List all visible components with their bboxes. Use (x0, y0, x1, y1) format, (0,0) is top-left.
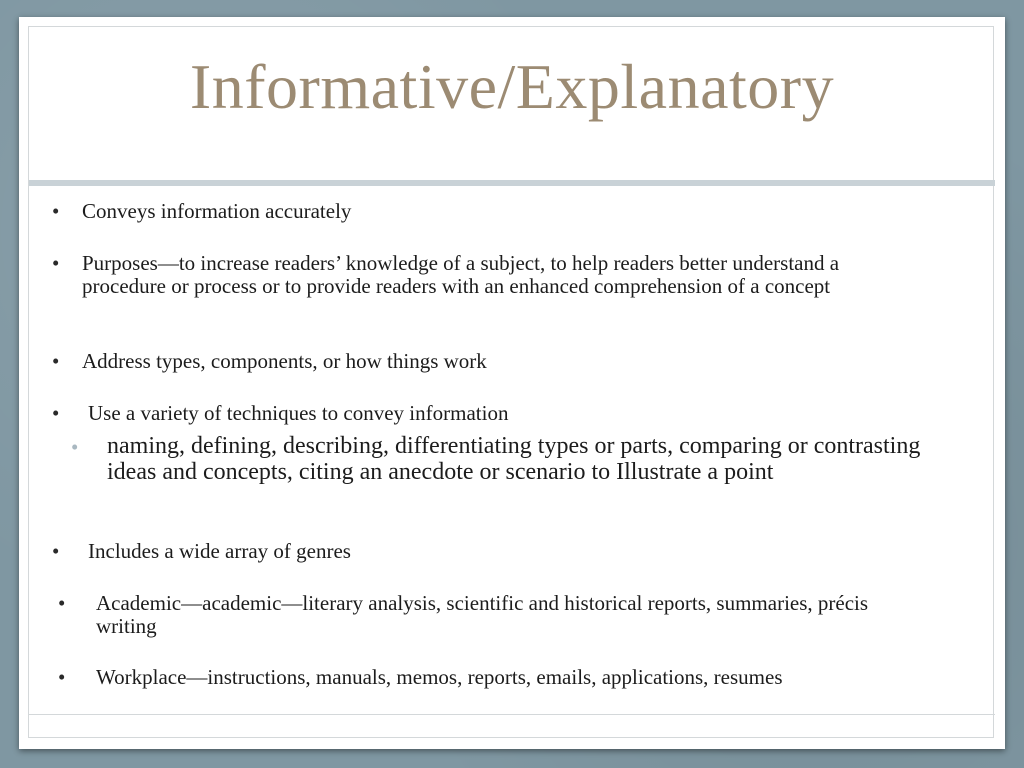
slide-title: Informative/Explanatory (189, 51, 835, 122)
bullet-academic: Academic—academic—literary analysis, scientific and historical reports, summaries, précis writing (96, 591, 869, 638)
sub-bullet-marker: • (71, 435, 79, 459)
sub-bullet-techniques-list: naming, defining, describing, differentiating types or parts, comparing or contrasting ideas and concepts, citing an anecdote or scenario to Illustrate a point (107, 433, 921, 485)
bullet-address-types: Address types, components, or how things work (82, 349, 487, 373)
bullet-marker: • (52, 539, 60, 563)
bullet-techniques: Use a variety of techniques to convey information (88, 401, 509, 425)
bullet-marker: • (52, 349, 60, 373)
bullet-workplace: Workplace—instructions, manuals, memos, reports, emails, applications, resumes (96, 665, 783, 689)
bullet-purposes: Purposes—to increase readers’ knowledge of a subject, to help readers better understand a procedure or process or to provide readers with an enhanced comprehension of a concept (82, 251, 840, 298)
bullet-marker: • (52, 199, 60, 223)
bullet-genres: Includes a wide array of genres (88, 539, 351, 563)
bullet-conveys-information: Conveys information accurately (82, 199, 352, 223)
slide-content (19, 17, 1005, 749)
bullet-marker: • (58, 665, 66, 689)
slide (19, 17, 1005, 749)
bullet-marker: • (58, 591, 66, 615)
bullet-marker: • (52, 251, 60, 275)
bullet-marker: • (52, 401, 60, 425)
